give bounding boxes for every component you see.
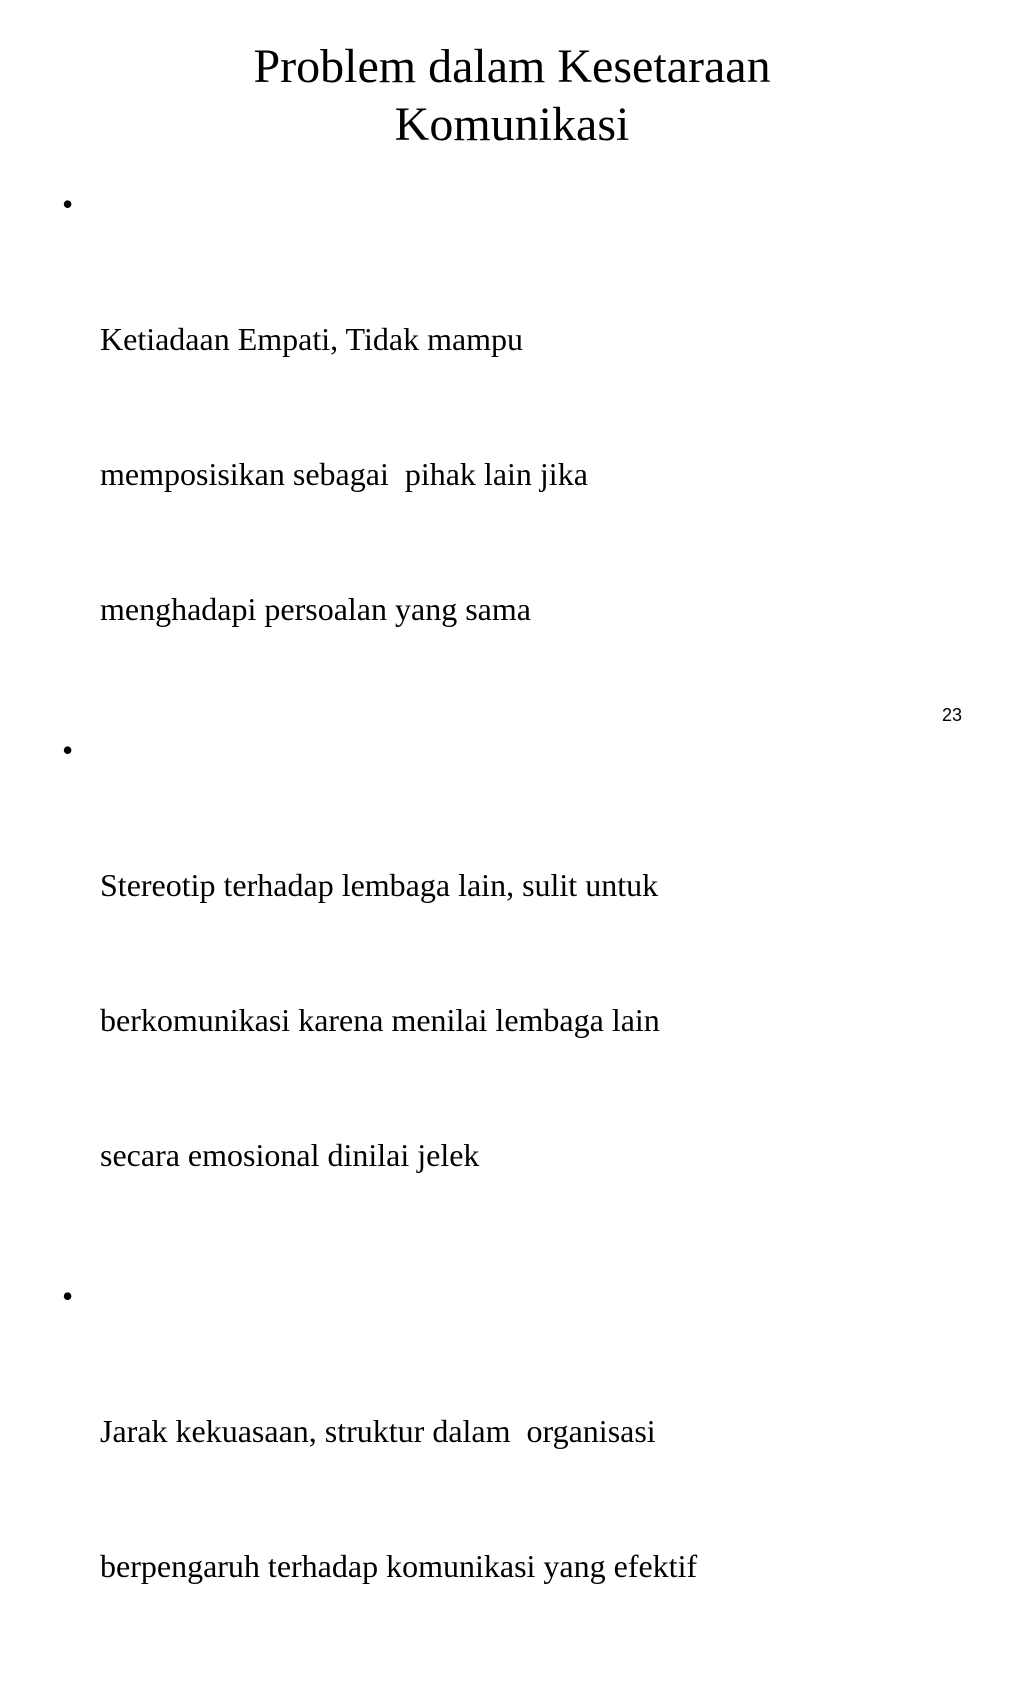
bullet-item-power-distance xyxy=(62,1274,982,1679)
slide-title-line-2: Komunikasi xyxy=(394,98,630,151)
bullet-line: Ketiadaan Empati, Tidak mampu xyxy=(100,321,524,357)
bullet-line: berkomunikasi karena menilai lembaga lain xyxy=(100,1002,660,1038)
slide-title-line-1: Problem dalam Kesetaraan xyxy=(253,40,771,93)
bullet-line: Stereotip terhadap lembaga lain, sulit untuk xyxy=(100,867,659,903)
bullet-item-empathy xyxy=(62,182,982,722)
slide-title xyxy=(80,38,944,154)
bullet-line: secara emosional dinilai jelek xyxy=(100,1137,480,1173)
bullet-list xyxy=(62,182,982,1685)
bullet-icon: • xyxy=(62,732,74,768)
bullet-icon: • xyxy=(62,1278,74,1314)
page-number: 23 xyxy=(941,705,962,725)
bullet-line: menghadapi persoalan yang sama xyxy=(100,591,531,627)
bullet-icon: • xyxy=(62,186,74,222)
bullet-line: berpengaruh terhadap komunikasi yang efektif xyxy=(100,1548,698,1584)
bullet-item-stereotype xyxy=(62,728,982,1268)
bullet-line: Jarak kekuasaan, struktur dalam organisasi xyxy=(100,1413,656,1449)
bullet-line: memposisikan sebagai pihak lain jika xyxy=(100,456,588,492)
